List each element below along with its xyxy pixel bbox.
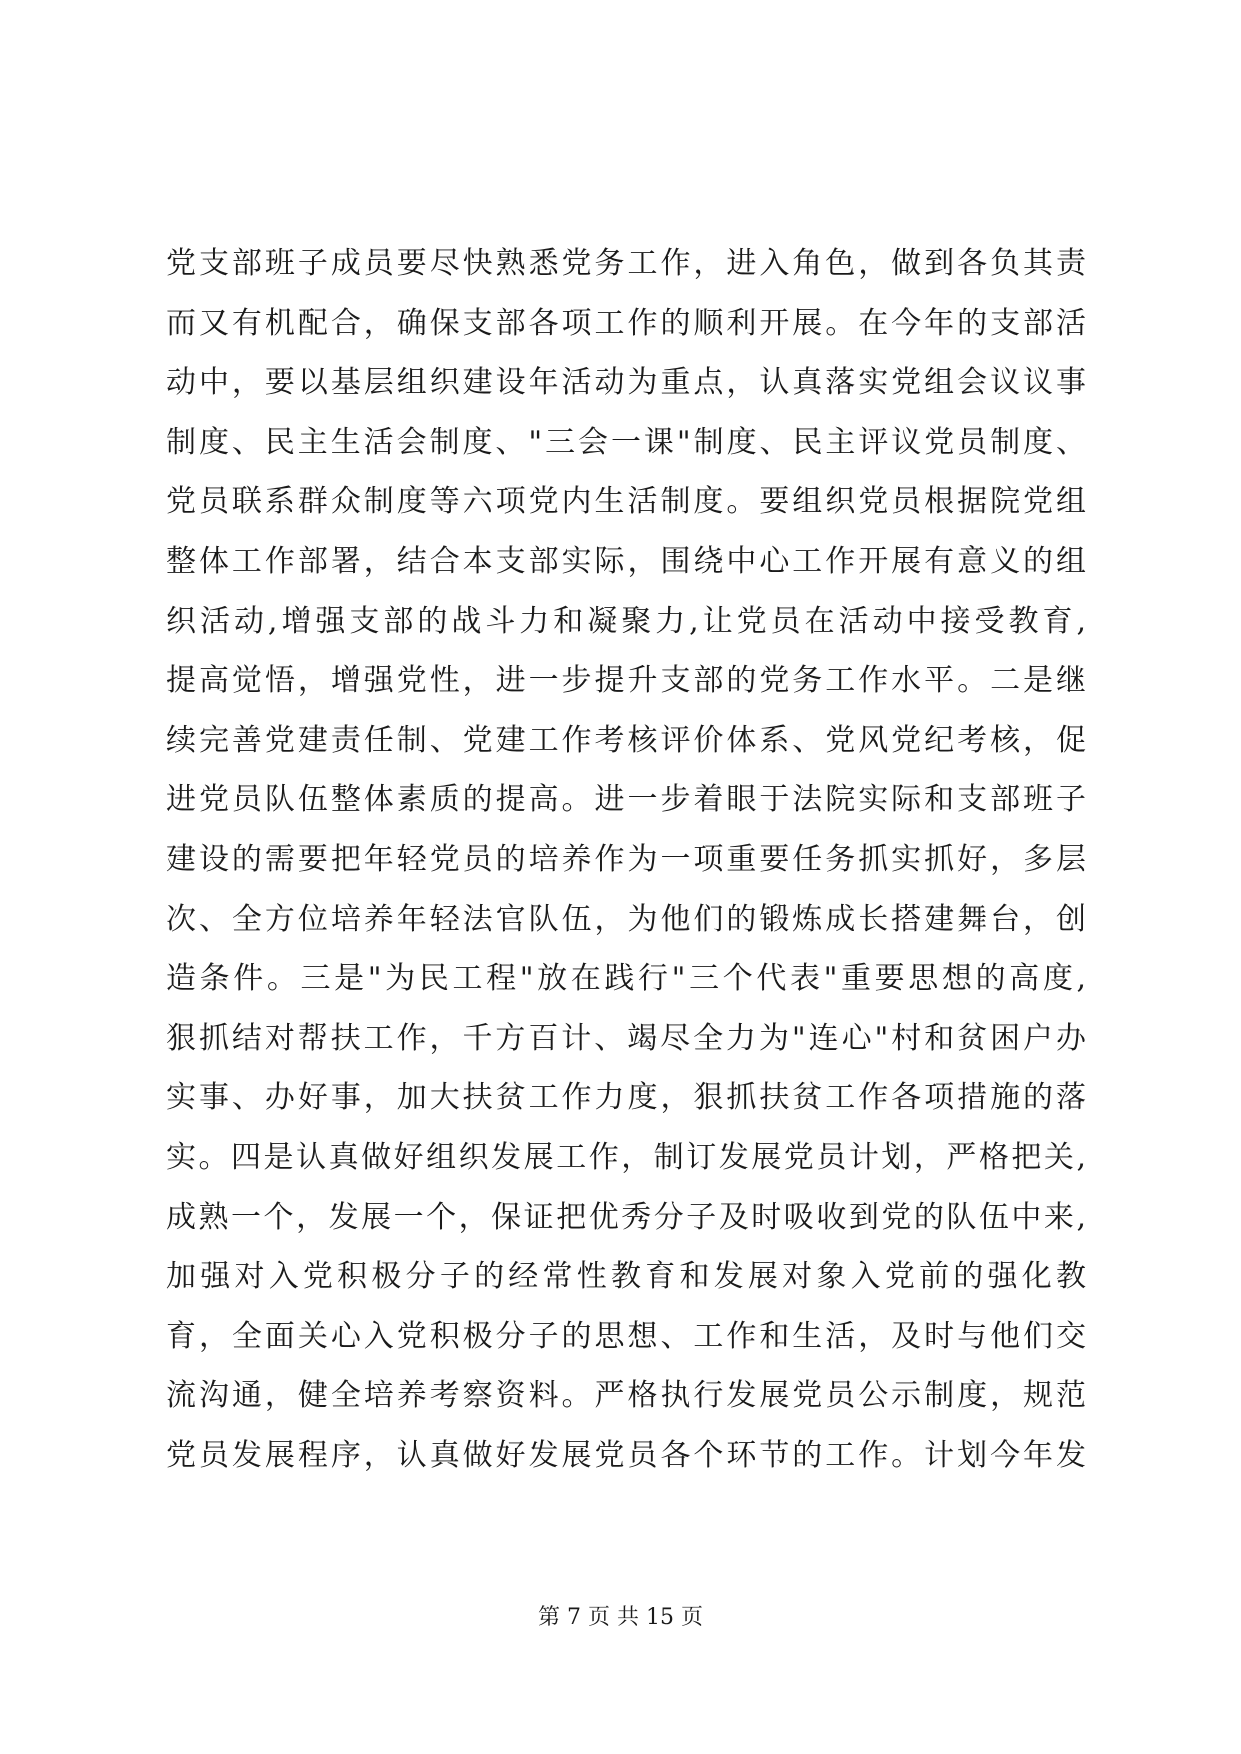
- text-line: 制度、民主生活会制度、"三会一课"制度、民主评议党员制度、: [166, 424, 1086, 460]
- text-line: 狠抓结对帮扶工作，千方百计、竭尽全力为"连心"村和贫困户办: [166, 1020, 1086, 1056]
- page-number-footer: 第 7 页 共 15 页: [538, 1605, 703, 1630]
- text-line: 育，全面关心入党积极分子的思想、工作和生活，及时与他们交: [166, 1318, 1086, 1354]
- text-line: 党支部班子成员要尽快熟悉党务工作，进入角色，做到各负其责: [166, 246, 1086, 281]
- text-line: 续完善党建责任制、党建工作考核评价体系、党风党纪考核，促: [166, 722, 1086, 758]
- text-line: 提高觉悟，增强党性，进一步提升支部的党务工作水平。二是继: [166, 663, 1086, 699]
- text-line: 进党员队伍整体素质的提高。进一步着眼于法院实际和支部班子: [166, 782, 1086, 818]
- text-line: 实。四是认真做好组织发展工作，制订发展党员计划，严格把关,: [166, 1139, 1086, 1175]
- text-line: 建设的需要把年轻党员的培养作为一项重要任务抓实抓好，多层: [166, 841, 1086, 877]
- text-line: 动中，要以基层组织建设年活动为重点，认真落实党组会议议事: [166, 365, 1086, 401]
- body-text: [166, 234, 1086, 1485]
- text-line: 织活动,增强支部的战斗力和凝聚力,让党员在活动中接受教育,: [166, 603, 1086, 639]
- text-line: 造条件。三是"为民工程"放在践行"三个代表"重要思想的高度,: [166, 961, 1086, 997]
- text-line: 加强对入党积极分子的经常性教育和发展对象入党前的强化教: [166, 1259, 1086, 1295]
- text-line: 整体工作部署，结合本支部实际，围绕中心工作开展有意义的组: [166, 543, 1086, 579]
- text-line: 党员发展程序，认真做好发展党员各个环节的工作。计划今年发: [166, 1437, 1086, 1473]
- text-line: 成熟一个，发展一个，保证把优秀分子及时吸收到党的队伍中来,: [166, 1199, 1086, 1235]
- text-line: 实事、办好事，加大扶贫工作力度，狠抓扶贫工作各项措施的落: [166, 1080, 1086, 1116]
- text-line: 而又有机配合，确保支部各项工作的顺利开展。在今年的支部活: [166, 305, 1086, 341]
- text-line: 次、全方位培养年轻法官队伍，为他们的锻炼成长搭建舞台，创: [166, 901, 1086, 937]
- text-line: 流沟通，健全培养考察资料。严格执行发展党员公示制度，规范: [166, 1378, 1086, 1414]
- text-line: 党员联系群众制度等六项党内生活制度。要组织党员根据院党组: [166, 484, 1086, 520]
